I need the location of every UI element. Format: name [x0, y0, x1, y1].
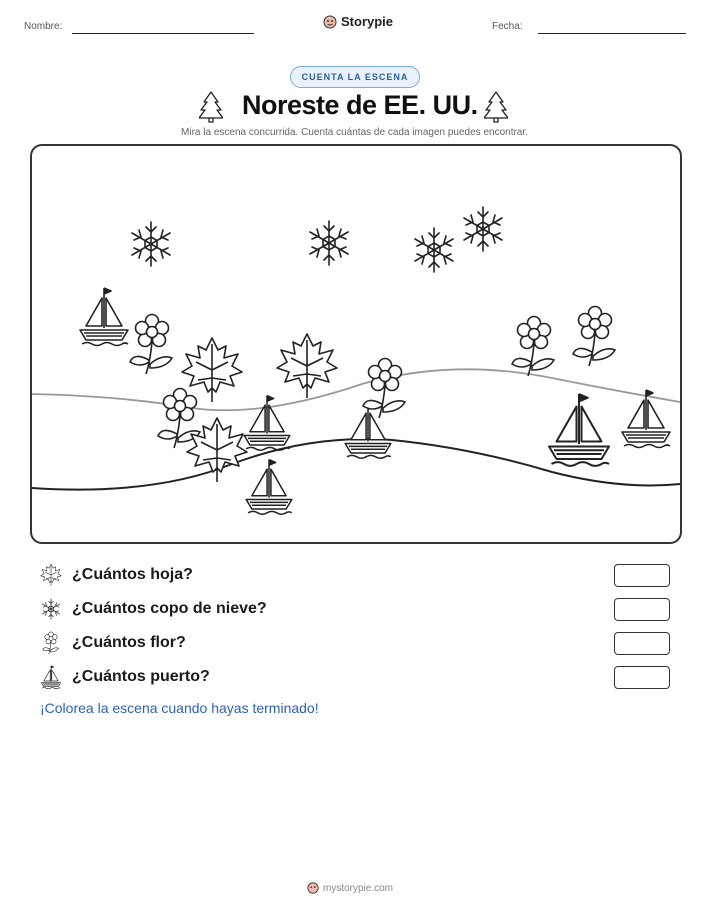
answer-box[interactable]	[614, 666, 670, 689]
section-badge: CUENTA LA ESCENA	[290, 66, 420, 88]
question-row	[40, 592, 670, 626]
page-title: Noreste de EE. UU.	[242, 90, 478, 120]
sailboat-icon	[40, 665, 62, 689]
snowflake	[310, 221, 348, 265]
scene-illustration	[32, 146, 680, 542]
flower	[363, 359, 405, 419]
leaf-icon	[40, 563, 62, 587]
snowflake	[132, 222, 170, 266]
flower	[130, 315, 172, 375]
question-row	[40, 558, 670, 592]
question-row	[40, 660, 670, 694]
leaf	[182, 338, 242, 402]
storypie-mascot-icon	[307, 882, 319, 894]
snowflake-icon	[40, 597, 62, 621]
date-field-line[interactable]	[538, 33, 686, 34]
footer-url-text: mystorypie.com	[323, 882, 394, 894]
question-text: ¿Cuántos puerto?	[72, 668, 210, 685]
question-text: ¿Cuántos flor?	[72, 634, 186, 651]
brand-name: Storypie	[341, 14, 394, 29]
name-label: Nombre:	[24, 21, 63, 32]
coloring-note: ¡Colorea la escena cuando hayas terminado!	[40, 700, 319, 716]
question-row	[40, 626, 670, 660]
answer-box[interactable]	[614, 598, 670, 621]
brand-logo	[323, 14, 393, 29]
pine-tree-icon-left	[199, 90, 223, 124]
sailboat	[244, 396, 290, 451]
answer-box[interactable]	[614, 632, 670, 655]
name-field-line[interactable]	[72, 33, 254, 34]
date-label: Fecha:	[492, 21, 523, 32]
question-text: ¿Cuántos copo de nieve?	[72, 600, 267, 617]
sailboat	[246, 460, 292, 515]
leaf	[277, 334, 337, 398]
flower	[573, 307, 615, 367]
footer-url[interactable]	[307, 882, 393, 894]
snowflake	[464, 207, 502, 251]
scene-panel	[30, 144, 682, 544]
sailboat	[549, 394, 609, 466]
answer-box[interactable]	[614, 564, 670, 587]
question-text: ¿Cuántos hoja?	[72, 566, 193, 583]
back-hill-line	[32, 369, 680, 410]
sailboat	[80, 288, 128, 346]
questions-list	[40, 558, 670, 694]
storypie-mascot-icon	[323, 15, 337, 29]
flower-icon	[40, 631, 62, 655]
pine-tree-icon-right	[484, 90, 508, 124]
leaf	[187, 418, 247, 482]
flower	[512, 317, 554, 377]
instructions: Mira la escena concurrida. Cuenta cuántas de cada imagen puedes encontrar.	[181, 127, 528, 138]
snowflake	[415, 228, 453, 272]
